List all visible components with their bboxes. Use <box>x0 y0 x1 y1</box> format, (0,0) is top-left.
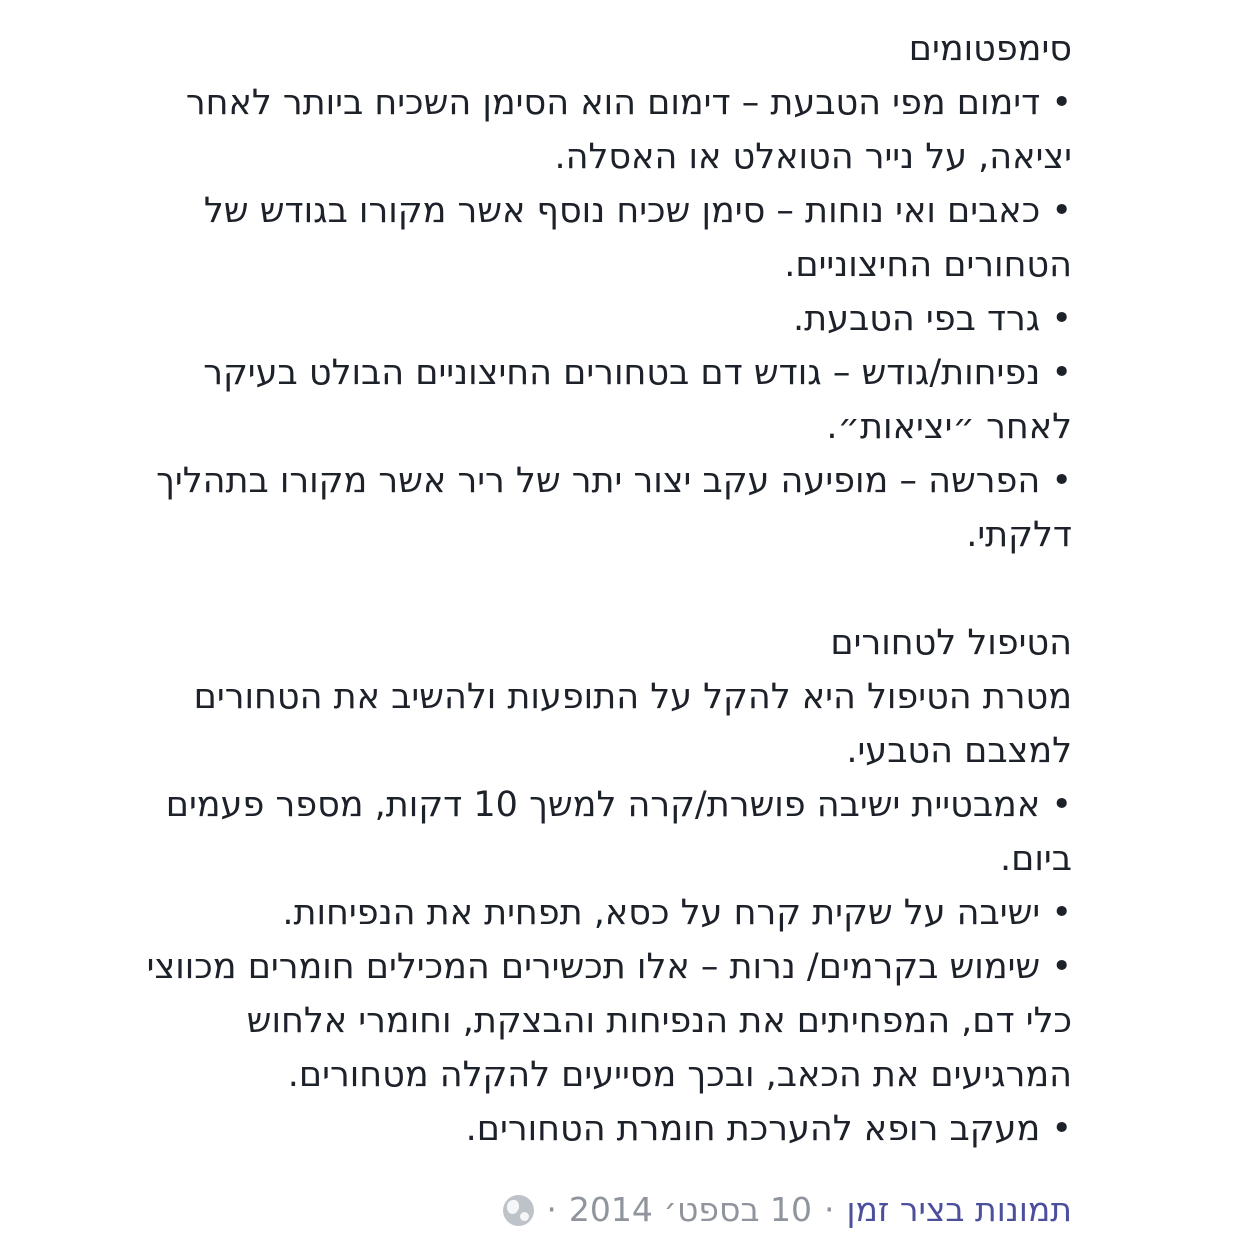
separator: · <box>824 1190 835 1229</box>
symptom-pain-cont: הטחורים החיצוניים. <box>784 245 1072 285</box>
globe-icon[interactable] <box>503 1195 534 1226</box>
treatment-creams-cont-2: המרגיעים את הכאב, ובכך מסייעים להקלה מטחורים. <box>287 1055 1072 1095</box>
treatment-bath: • אמבטיית ישיבה פושרת/קרה למשך 10 דקות, מספר פעמים <box>165 785 1072 825</box>
heading-symptoms: סימפטומים <box>908 29 1072 69</box>
post-date[interactable]: 10 בספט׳ 2014 <box>568 1190 813 1229</box>
symptom-swelling-cont: לאחר ״יציאות״. <box>826 407 1072 447</box>
treatment-goal-cont: למצבם הטבעי. <box>846 731 1072 771</box>
treatment-creams-cont-1: כלי דם, המפחיתים את הנפיחות והבצקת, וחומרי אלחוש <box>246 1001 1072 1041</box>
heading-treatment: הטיפול לטחורים <box>830 623 1072 663</box>
paragraph-gap <box>62 562 1072 616</box>
symptom-pain: • כאבים ואי נוחות – סימן שכיח נוסף אשר מקורו בגודש של <box>203 191 1072 231</box>
symptom-swelling: • נפיחות/גודש – גודש דם בטחורים החיצוניים הבולט בעיקר <box>203 353 1072 393</box>
treatment-goal: מטרת הטיפול היא להקל על התופעות ולהשיב את הטחורים <box>193 677 1072 717</box>
album-link[interactable]: תמונות בציר זמן <box>846 1190 1072 1229</box>
post-text <box>62 22 1072 1156</box>
treatment-creams: • שימוש בקרמים/ נרות – אלו תכשירים המכילים חומרים מכווצי <box>146 947 1072 987</box>
treatment-doctor: • מעקב רופא להערכת חומרת הטחורים. <box>465 1109 1072 1149</box>
post-footer <box>503 1188 1072 1232</box>
treatment-bath-cont: ביום. <box>1000 839 1072 879</box>
symptom-bleeding: • דימום מפי הטבעת – דימום הוא הסימן השכיח ביותר לאחר <box>185 83 1072 123</box>
treatment-ice: • ישיבה על שקית קרח על כסא, תפחית את הנפיחות. <box>282 893 1072 933</box>
separator: · <box>546 1190 557 1229</box>
symptom-discharge-cont: דלקתי. <box>966 515 1072 555</box>
symptom-itch: • גרד בפי הטבעת. <box>792 299 1072 339</box>
symptom-bleeding-cont: יציאה, על נייר הטואלט או האסלה. <box>554 137 1072 177</box>
symptom-discharge: • הפרשה – מופיעה עקב יצור יתר של ריר אשר מקורו בתהליך <box>156 461 1072 501</box>
